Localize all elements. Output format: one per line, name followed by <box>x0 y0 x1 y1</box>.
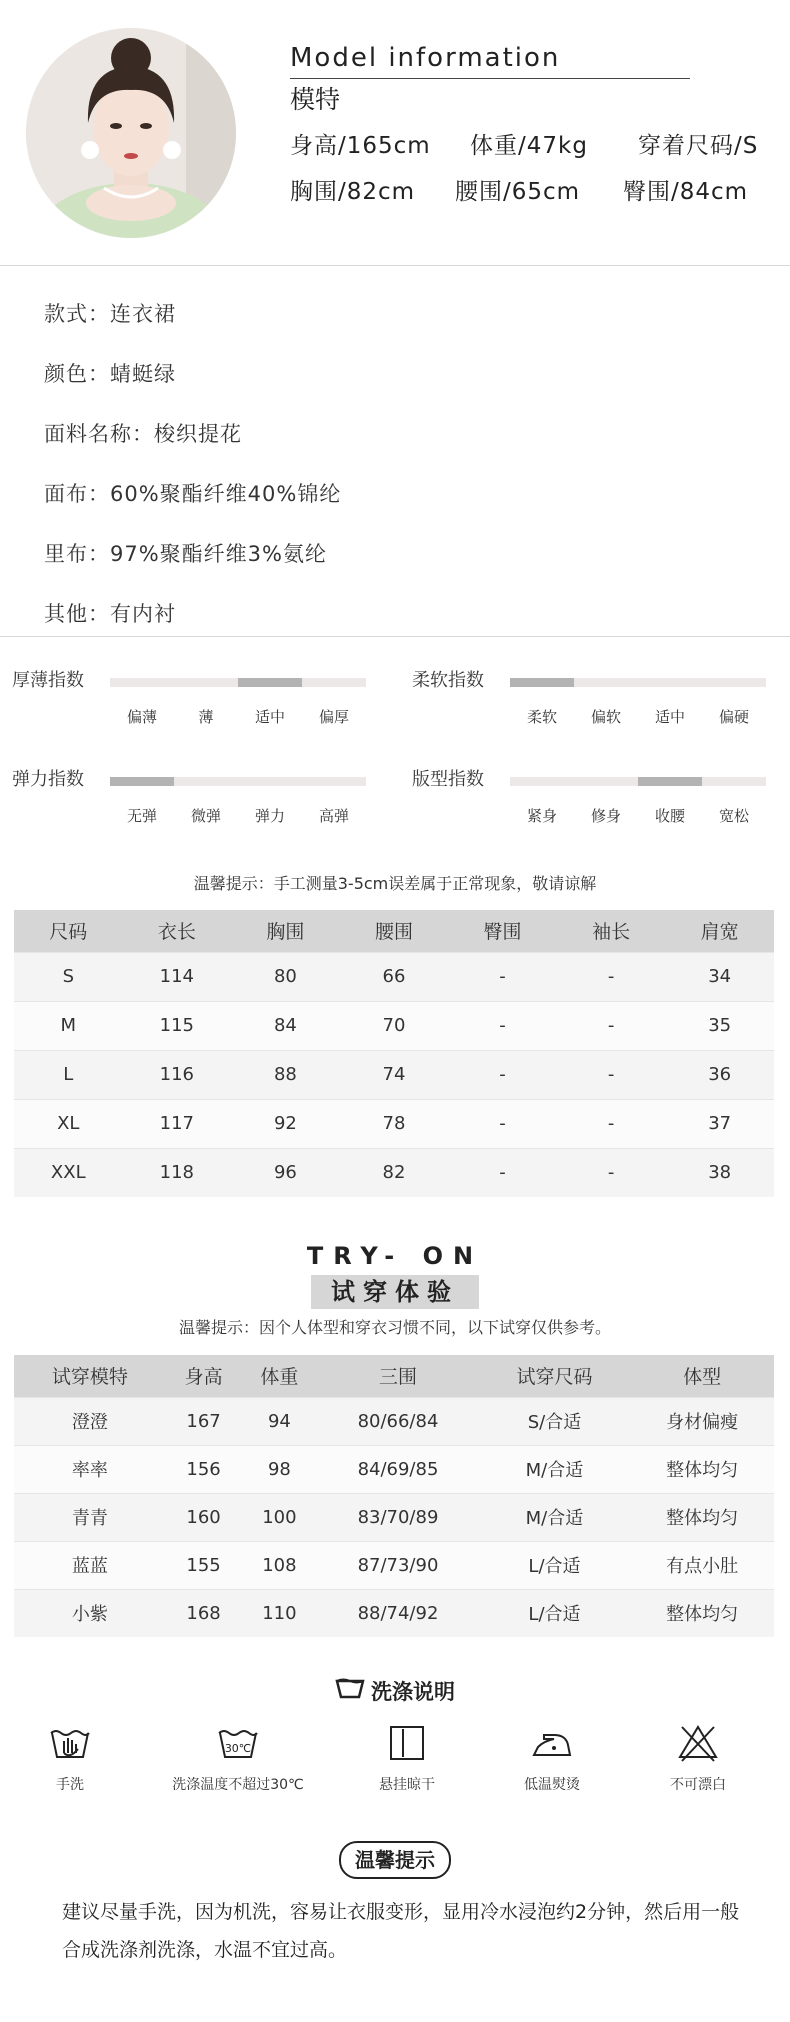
index-fill <box>238 678 302 687</box>
wash-item-label: 洗涤温度不超过30℃ <box>172 1777 304 1793</box>
table-cell: - <box>557 1099 666 1148</box>
table-header-row <box>14 1355 774 1397</box>
table-cell: 115 <box>123 1001 232 1050</box>
table-row <box>14 1445 774 1493</box>
size-table <box>14 910 774 1197</box>
product-specs <box>0 266 790 636</box>
model-info-title: Model information <box>290 43 561 73</box>
spec-other: 其他：有内衬 <box>44 602 176 626</box>
index-tick: 薄 <box>198 708 214 726</box>
index-tick: 偏薄 <box>126 708 158 726</box>
table-cell: 整体均匀 <box>630 1589 774 1637</box>
table-cell: - <box>557 1001 666 1050</box>
table-cell: 168 <box>166 1589 242 1637</box>
table-row <box>14 952 774 1001</box>
table-cell: 88 <box>231 1050 340 1099</box>
index-label: 柔软指数 <box>412 670 484 691</box>
fabric-indexes <box>0 637 790 872</box>
index-tick: 修身 <box>590 807 622 825</box>
table-cell: 66 <box>340 952 449 1001</box>
washing-title-text: 洗涤说明 <box>371 1680 455 1704</box>
tryon-tip: 温馨提示：因个人体型和穿衣习惯不同，以下试穿仅供参考。 <box>178 1318 611 1337</box>
table-cell: 整体均匀 <box>630 1445 774 1493</box>
model-size: 穿着尺码/S <box>638 133 759 159</box>
table-cell: 80/66/84 <box>317 1397 478 1445</box>
index-ticks <box>510 806 766 826</box>
table-cell: 117 <box>123 1099 232 1148</box>
index-tick: 柔软 <box>526 708 558 726</box>
table-cell: - <box>448 1001 557 1050</box>
washing-title <box>0 1677 790 1709</box>
index-fill <box>510 678 574 687</box>
table-cell: M/合适 <box>479 1445 631 1493</box>
index-tick: 收腰 <box>654 807 686 825</box>
notice-text: 建议尽量手洗，因为机洗，容易让衣服变形，显用冷水浸泡约2分钟，然后用一般合成洗涤剂洗涤，水温不宜过高。 <box>62 1901 740 1961</box>
table-row <box>14 1001 774 1050</box>
low-iron-icon <box>530 1723 574 1763</box>
table-cell: 156 <box>166 1445 242 1493</box>
index-fill <box>110 777 174 786</box>
table-cell: L/合适 <box>479 1541 631 1589</box>
table-cell: - <box>448 1099 557 1148</box>
table-cell: 35 <box>665 1001 774 1050</box>
table-cell: - <box>557 952 666 1001</box>
wash-item-label: 手洗 <box>56 1777 84 1793</box>
table-cell: 114 <box>123 952 232 1001</box>
wash-30-icon <box>216 1723 260 1763</box>
spec-lining: 里布：97%聚酯纤维3%氨纶 <box>44 542 327 566</box>
index-track <box>510 777 766 786</box>
table-row <box>14 1541 774 1589</box>
index-tick: 高弹 <box>318 807 350 825</box>
index-track <box>110 678 366 687</box>
column-header: 衣长 <box>123 910 232 952</box>
table-cell: 87/73/90 <box>317 1541 478 1589</box>
table-cell: 38 <box>665 1148 774 1197</box>
model-waist: 腰围/65cm <box>455 179 581 205</box>
table-cell: 78 <box>340 1099 449 1148</box>
column-header: 肩宽 <box>665 910 774 952</box>
table-cell: 84/69/85 <box>317 1445 478 1493</box>
column-header: 尺码 <box>14 910 123 952</box>
wash-item-label: 低温熨烫 <box>524 1777 580 1793</box>
table-row <box>14 1148 774 1197</box>
index-fill <box>638 777 702 786</box>
column-header: 试穿尺码 <box>479 1355 631 1397</box>
column-header: 腰围 <box>340 910 449 952</box>
table-cell: 118 <box>123 1148 232 1197</box>
index-label: 厚薄指数 <box>12 670 84 691</box>
index-tick: 无弹 <box>126 807 158 825</box>
column-header: 袖长 <box>557 910 666 952</box>
model-portrait-image <box>26 28 236 238</box>
column-header: 胸围 <box>231 910 340 952</box>
table-row <box>14 1099 774 1148</box>
table-cell: 身材偏瘦 <box>630 1397 774 1445</box>
model-avatar <box>26 28 236 238</box>
table-cell: 74 <box>340 1050 449 1099</box>
wash-item <box>332 1723 482 1795</box>
table-header-row <box>14 910 774 952</box>
table-cell: 98 <box>242 1445 318 1493</box>
model-weight: 体重/47kg <box>470 133 588 159</box>
wash-item <box>163 1723 313 1795</box>
table-cell: - <box>448 952 557 1001</box>
tryon-title-en: TRY- ON <box>306 1242 484 1270</box>
table-row <box>14 1493 774 1541</box>
table-cell: 108 <box>242 1541 318 1589</box>
table-cell: 小紫 <box>14 1589 166 1637</box>
table-cell: 80 <box>231 952 340 1001</box>
spec-fabric-name: 面料名称：梭织提花 <box>44 422 242 446</box>
column-header: 三围 <box>317 1355 478 1397</box>
column-header: 体重 <box>242 1355 318 1397</box>
hand-wash-icon <box>48 1723 92 1763</box>
table-cell: M/合适 <box>479 1493 631 1541</box>
model-section <box>0 0 790 265</box>
index-track <box>510 678 766 687</box>
index-tick: 紧身 <box>526 807 558 825</box>
index-track <box>110 777 366 786</box>
index-ticks <box>510 707 766 727</box>
title-underline <box>290 78 690 79</box>
model-height: 身高/165cm <box>290 133 431 159</box>
column-header: 体型 <box>630 1355 774 1397</box>
column-header: 臀围 <box>448 910 557 952</box>
index-ticks <box>110 806 366 826</box>
notice-badge: 温馨提示 <box>339 1841 451 1879</box>
table-cell: 36 <box>665 1050 774 1099</box>
care-notice <box>0 1841 790 1879</box>
model-hip: 臀围/84cm <box>623 179 749 205</box>
index-label: 弹力指数 <box>12 769 84 790</box>
table-cell: 88/74/92 <box>317 1589 478 1637</box>
column-header: 试穿模特 <box>14 1355 166 1397</box>
table-cell: 83/70/89 <box>317 1493 478 1541</box>
tryon-title-cn: 试穿体验 <box>311 1275 479 1309</box>
index-ticks <box>110 707 366 727</box>
table-cell: 116 <box>123 1050 232 1099</box>
no-bleach-icon <box>676 1723 720 1763</box>
table-cell: 167 <box>166 1397 242 1445</box>
table-cell: - <box>557 1050 666 1099</box>
table-cell: 整体均匀 <box>630 1493 774 1541</box>
index-tick: 弹力 <box>254 807 286 825</box>
index-tick: 适中 <box>654 708 686 726</box>
table-cell: S/合适 <box>479 1397 631 1445</box>
table-cell: 70 <box>340 1001 449 1050</box>
index-label: 版型指数 <box>412 769 484 790</box>
wash-basin-icon <box>335 1677 365 1709</box>
index-tick: 偏软 <box>590 708 622 726</box>
tryon-header <box>0 1241 790 1309</box>
spec-color: 颜色：蜻蜓绿 <box>44 362 176 386</box>
table-row <box>14 1397 774 1445</box>
table-cell: - <box>557 1148 666 1197</box>
table-cell: L/合适 <box>479 1589 631 1637</box>
table-cell: 92 <box>231 1099 340 1148</box>
table-cell: M <box>14 1001 123 1050</box>
index-tick: 偏厚 <box>318 708 350 726</box>
table-row <box>14 1589 774 1637</box>
table-cell: - <box>448 1148 557 1197</box>
model-label: 模特 <box>290 85 341 114</box>
table-cell: 82 <box>340 1148 449 1197</box>
table-cell: 160 <box>166 1493 242 1541</box>
spec-style: 款式：连衣裙 <box>44 302 176 326</box>
table-cell: 84 <box>231 1001 340 1050</box>
wash-item-label: 悬挂晾干 <box>379 1777 435 1793</box>
table-cell: 37 <box>665 1099 774 1148</box>
index-tick: 偏硬 <box>718 708 750 726</box>
table-cell: 蓝蓝 <box>14 1541 166 1589</box>
table-cell: - <box>448 1050 557 1099</box>
wash-item-label: 不可漂白 <box>670 1777 726 1793</box>
table-cell: L <box>14 1050 123 1099</box>
table-cell: 110 <box>242 1589 318 1637</box>
hang-dry-icon <box>385 1723 429 1763</box>
model-info <box>290 40 760 210</box>
table-cell: S <box>14 952 123 1001</box>
table-cell: 100 <box>242 1493 318 1541</box>
size-tip: 温馨提示：手工测量3-5cm误差属于正常现象，敬请谅解 <box>193 874 597 893</box>
table-cell: XL <box>14 1099 123 1148</box>
table-cell: 率率 <box>14 1445 166 1493</box>
table-cell: 青青 <box>14 1493 166 1541</box>
index-tick: 微弹 <box>190 807 222 825</box>
model-stats-row-2 <box>290 174 760 210</box>
table-cell: 94 <box>242 1397 318 1445</box>
table-cell: 155 <box>166 1541 242 1589</box>
model-stats-row-1 <box>290 128 760 164</box>
wash-item <box>623 1723 773 1795</box>
model-bust: 胸围/82cm <box>290 179 416 205</box>
wash-item <box>0 1723 145 1795</box>
index-tick: 适中 <box>254 708 286 726</box>
tryon-table <box>14 1355 774 1637</box>
wash-temp-label: 30℃ <box>224 1742 252 1755</box>
table-cell: XXL <box>14 1148 123 1197</box>
index-tick: 宽松 <box>718 807 750 825</box>
table-cell: 有点小肚 <box>630 1541 774 1589</box>
column-header: 身高 <box>166 1355 242 1397</box>
wash-item <box>477 1723 627 1795</box>
table-row <box>14 1050 774 1099</box>
table-cell: 96 <box>231 1148 340 1197</box>
table-cell: 34 <box>665 952 774 1001</box>
washing-icons <box>0 1723 790 1833</box>
table-cell: 澄澄 <box>14 1397 166 1445</box>
spec-outer-fabric: 面布：60%聚酯纤维40%锦纶 <box>44 482 342 506</box>
